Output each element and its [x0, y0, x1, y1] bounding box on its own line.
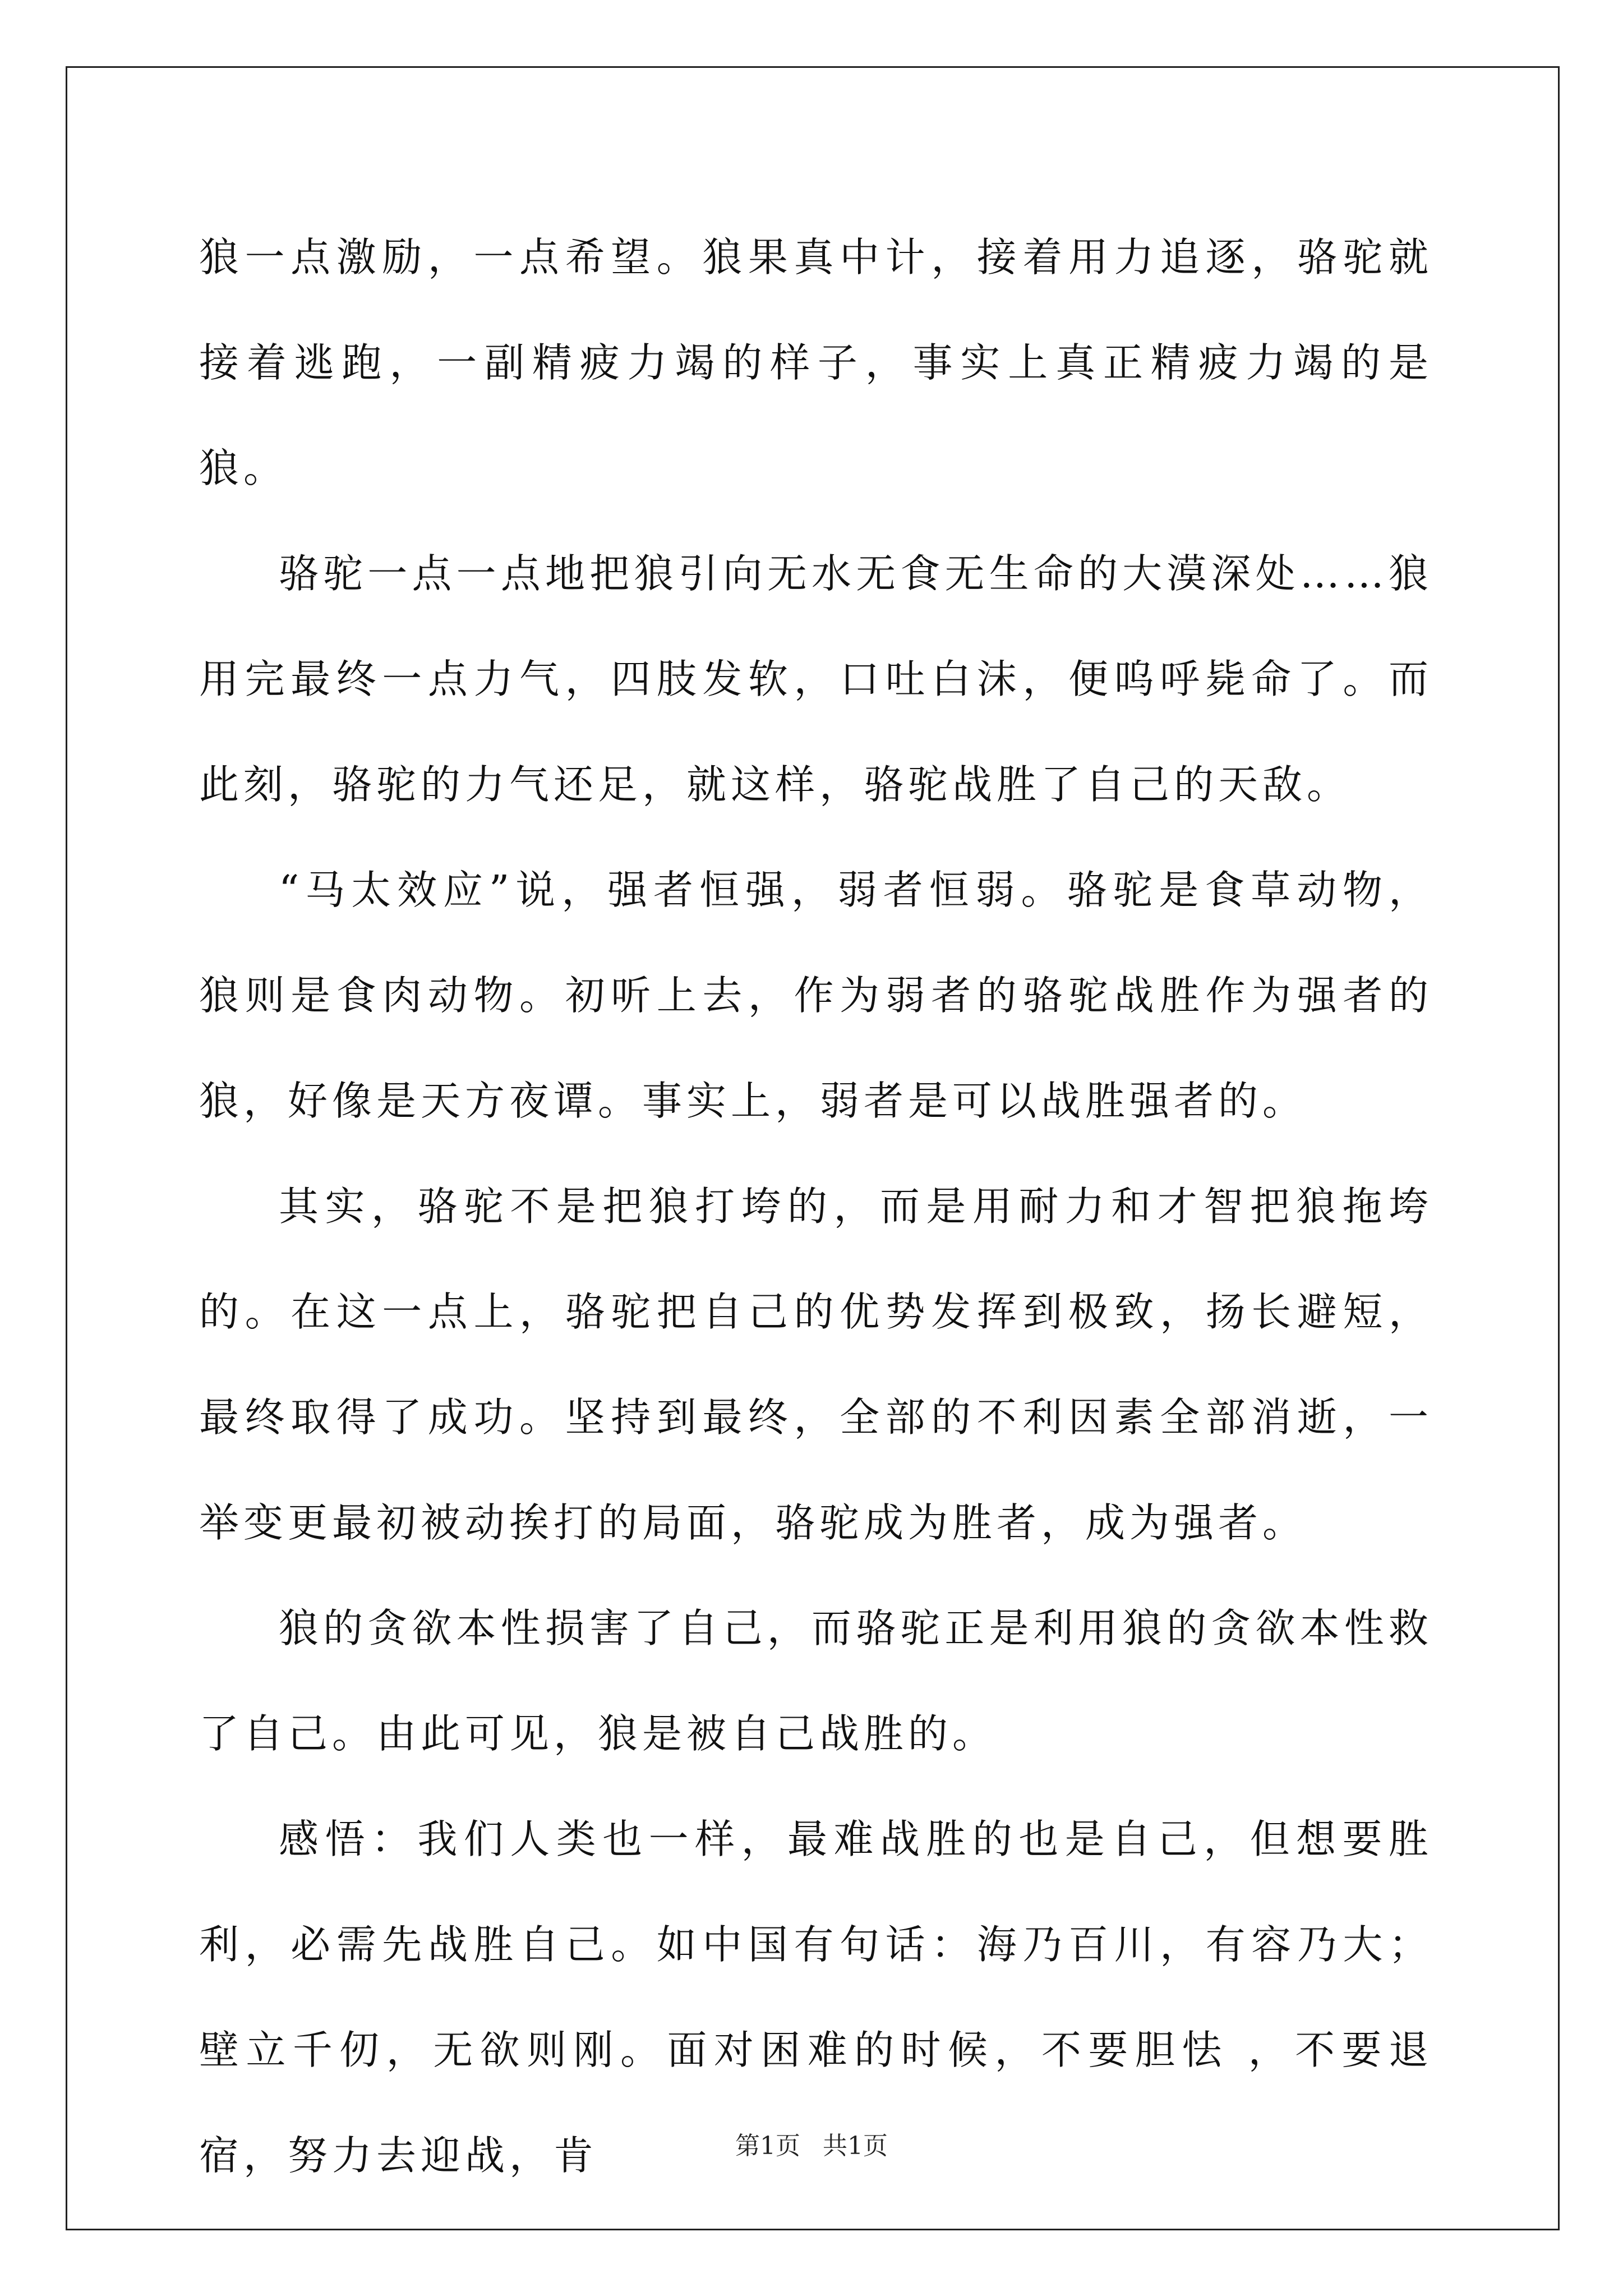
paragraph: 狼一点激励，一点希望。狼果真中计，接着用力追逐，骆驼就接着逃跑，一副精疲力竭的样子，事实上真正精疲力竭的是狼。 — [199, 234, 1433, 491]
paragraph: “马太效应”说，强者恒强，弱者恒弱。骆驼是食草动物，狼则是食肉动物。初听上去，作为弱者的骆驼战胜作为强者的狼，好像是天方夜谭。事实上，弱者是可以战胜强者的。 — [199, 867, 1433, 1124]
paragraph: 感悟：我们人类也一样，最难战胜的也是自己，但想要胜利，必需先战胜自己。如中国有句话：海乃百川，有容乃大；壁立千仞，无欲则刚。面对困难的时候，不要胆怯 ，不要退宿，努力去迎战，肯 — [199, 1816, 1433, 2179]
page-total: 共1页 — [823, 2132, 888, 2160]
paragraph: 骆驼一点一点地把狼引向无水无食无生命的大漠深处……狼用完最终一点力气，四肢发软，口吐白沫，便呜呼毙命了。而此刻，骆驼的力气还足，就这样，骆驼战胜了自己的天敌。 — [199, 550, 1433, 808]
document-body — [199, 205, 1433, 2208]
page-footer — [0, 2125, 1623, 2161]
paragraph: 其实，骆驼不是把狼打垮的，而是用耐力和才智把狼拖垮的。在这一点上，骆驼把自己的优势发挥到极致，扬长避短，最终取得了成功。坚持到最终，全部的不利因素全部消逝，一举变更最初被动挨打的局面，骆驼成为胜者，成为强者。 — [199, 1183, 1433, 1546]
page-number: 第1页 — [735, 2132, 800, 2160]
paragraph: 狼的贪欲本性损害了自己，而骆驼正是利用狼的贪欲本性救了自己。由此可见，狼是被自己战胜的。 — [199, 1605, 1433, 1757]
